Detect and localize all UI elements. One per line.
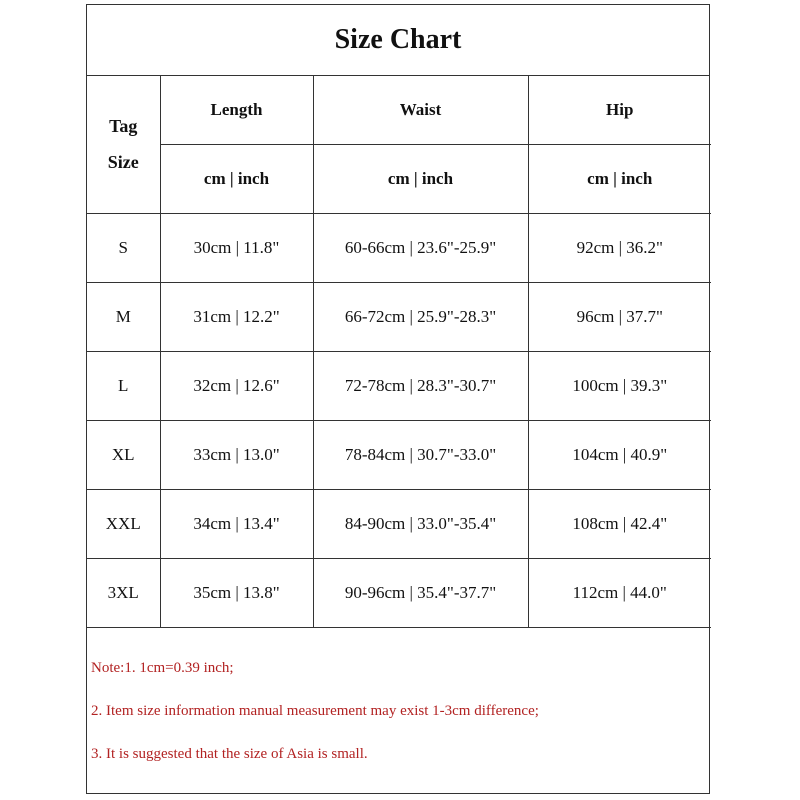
table-row: [87, 351, 711, 420]
size-table: [87, 76, 711, 628]
header-row: [87, 76, 711, 144]
hip-cell: 92cm | 36.2": [528, 213, 711, 282]
length-cell: 34cm | 13.4": [160, 489, 313, 558]
hip-cell: 104cm | 40.9": [528, 420, 711, 489]
waist-cell: 66-72cm | 25.9"-28.3": [313, 282, 528, 351]
length-cell: 35cm | 13.8": [160, 558, 313, 627]
note-1: Note:1. 1cm=0.39 inch;: [91, 660, 234, 676]
length-cell: 33cm | 13.0": [160, 420, 313, 489]
hip-cell: 108cm | 42.4": [528, 489, 711, 558]
note-3: 3. It is suggested that the size of Asia is small.: [91, 746, 368, 762]
size-cell: 3XL: [87, 558, 160, 627]
length-cell: 31cm | 12.2": [160, 282, 313, 351]
table-row: [87, 558, 711, 627]
waist-cell: 78-84cm | 30.7"-33.0": [313, 420, 528, 489]
unit-row: [87, 144, 711, 213]
size-cell: XL: [87, 420, 160, 489]
tag-size-header: [87, 76, 160, 213]
table-row: [87, 282, 711, 351]
hip-cell: 100cm | 39.3": [528, 351, 711, 420]
length-header: Length: [160, 76, 313, 144]
length-unit: cm | inch: [160, 144, 313, 213]
size-chart-frame: [86, 4, 710, 794]
hip-cell: 112cm | 44.0": [528, 558, 711, 627]
size-cell: S: [87, 213, 160, 282]
length-cell: 32cm | 12.6": [160, 351, 313, 420]
chart-title: Size Chart: [87, 5, 709, 76]
waist-unit: cm | inch: [313, 144, 528, 213]
hip-cell: 96cm | 37.7": [528, 282, 711, 351]
hip-unit: cm | inch: [528, 144, 711, 213]
table-row: [87, 489, 711, 558]
table-row: [87, 420, 711, 489]
tag-label: Tag: [109, 116, 138, 137]
waist-cell: 72-78cm | 28.3"-30.7": [313, 351, 528, 420]
hip-header: Hip: [528, 76, 711, 144]
table-row: [87, 213, 711, 282]
size-cell: M: [87, 282, 160, 351]
size-cell: L: [87, 351, 160, 420]
waist-header: Waist: [313, 76, 528, 144]
waist-cell: 90-96cm | 35.4"-37.7": [313, 558, 528, 627]
waist-cell: 84-90cm | 33.0"-35.4": [313, 489, 528, 558]
size-cell: XXL: [87, 489, 160, 558]
note-2: 2. Item size information manual measurement may exist 1-3cm difference;: [91, 703, 539, 719]
length-cell: 30cm | 11.8": [160, 213, 313, 282]
size-label: Size: [107, 152, 139, 173]
waist-cell: 60-66cm | 23.6"-25.9": [313, 213, 528, 282]
